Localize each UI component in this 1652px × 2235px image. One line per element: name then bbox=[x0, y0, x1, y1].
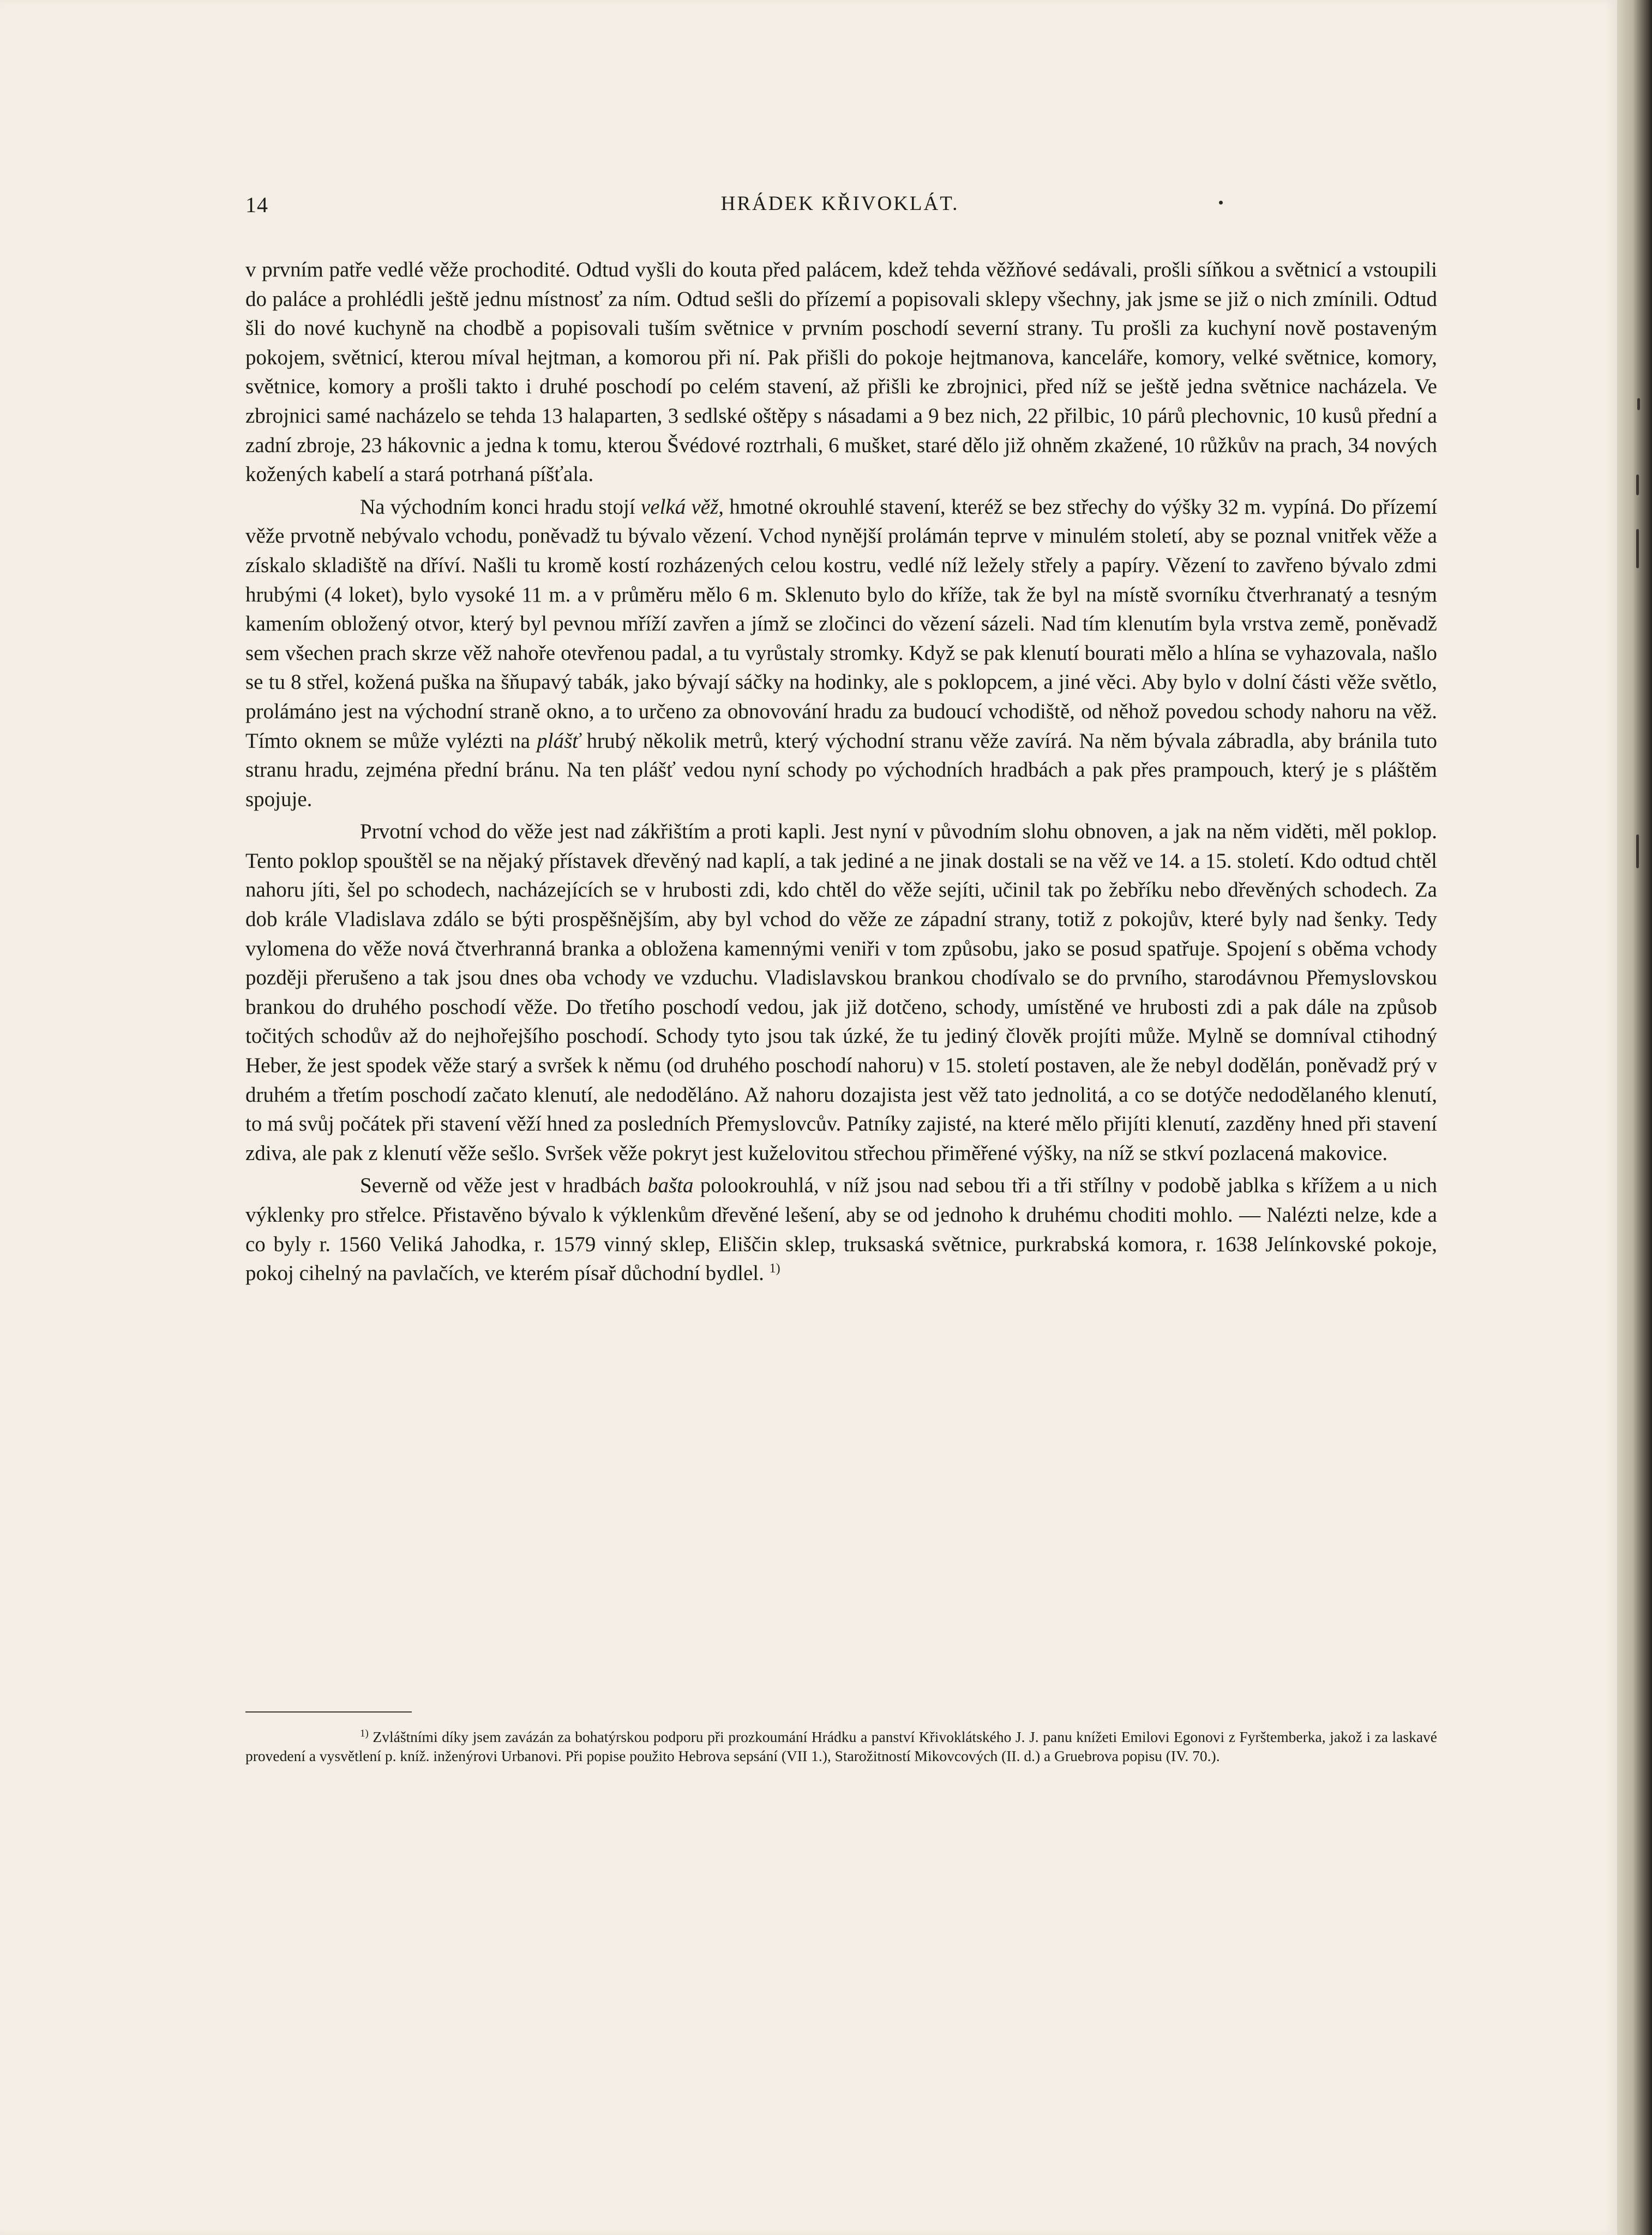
footnote-reference[interactable]: 1) bbox=[769, 1261, 780, 1276]
ink-dot bbox=[1219, 201, 1223, 205]
paragraph-4 bbox=[245, 1171, 1437, 1288]
term-plast: plášť bbox=[537, 729, 580, 753]
edge-mark bbox=[1636, 474, 1639, 495]
page-number: 14 bbox=[245, 193, 268, 217]
edge-mark bbox=[1637, 398, 1640, 410]
footnote-marker: 1) bbox=[360, 1727, 369, 1739]
footnote-divider bbox=[245, 1711, 412, 1713]
paragraph-2 bbox=[245, 492, 1437, 814]
running-head: HRÁDEK KŘIVOKLÁT. bbox=[720, 193, 959, 215]
edge-marks bbox=[1636, 398, 1642, 889]
paragraph-2-part-1: Na východním konci hradu stojí bbox=[360, 495, 635, 519]
paragraph-4-part-1: Severně od věže jest v hradbách bbox=[360, 1174, 641, 1198]
footnote bbox=[245, 1728, 1437, 1765]
footnote-paragraph bbox=[245, 1728, 1437, 1765]
book-edge-shadow bbox=[1617, 0, 1652, 2235]
paragraph-3: Prvotní vchod do věže jest nad zákřištím a proti kapli. Jest nyní v původním slohu obnoven, a jak na něm viděti, měl poklop. Tento poklop spouštěl se na nějaký přístavek dřevěný nad kaplí, a tak jediné a ne jinak dostali se na věž ve 14. a 15. století. Kdo odtud chtěl nahoru jíti, šel po schodech, nacházejících se v hrubosti zdi, kdo chtěl do věže sejíti, učinil tak po žebříku nebo dřevěných schodech. Za dob krále Vladislava zdálo se býti prospěšnějším, aby byl vchod do věže ze západní strany, totiž z pokojův, které byly nad šenky. Tedy vylomena do věže nová čtverhranná branka a obložena kamennými veniři v tom způsobu, jako se posud spatřuje. Spojení s oběma vchody později přerušeno a tak jsou dnes oba vchody ve vzduchu. Vladislavskou brankou chodívalo se do prvního, starodávnou Přemyslovskou brankou do druhého poschodí věže. Do třetího poschodí vedou, jak již dotčeno, schody, umístěné ve hrubosti zdi a pak dále na způsob točitých schodův až do nejhořejšího poschodí. Schody tyto jsou tak úzké, že tu jediný člověk projíti může. Mylně se domníval ctihodný Heber, že jest spodek věže starý a svršek k němu (od druhého poschodí nahoru) v 15. století postaven, ale že nebyl dodělán, poněvadž prý v druhém a třetím poschodí začato klenutí, ale nedoděláno. Až nahoru dozajista jest věž tato jednolitá, a co se dotýče nedodělaného klenutí, to má svůj počátek při stavení věží hned za posledních Přemyslovcův. Patníky zajisté, na které mělo přijíti klenutí, zazděny hned při stavení zdiva, ale pak z klenutí věže sešlo. Svršek věže pokryt jest kuželovitou střechou přiměřené výšky, na níž se stkví pozlacená makovice. bbox=[245, 820, 1437, 1165]
paragraph-4-part-2: polookrouhlá, v níž jsou nad sebou tři a tři střílny v podobě jablka s křížem a u nich výklenky pro střelce. Přistavěno bývalo k výklenkům dřevěné lešení, aby se od jednoho k druhému choditi mohlo. — Nalézti nelze, kde a co byly r. 1560 Veliká Jahodka, r. 1579 vinný sklep, Eliščin sklep, truksaská světnice, purkrabská komora, r. 1638 Jelínkovské pokoje, pokoj cihelný na pavlačích, ve kterém písař důchodní bydlel. bbox=[245, 1174, 1437, 1285]
edge-mark bbox=[1636, 529, 1639, 568]
term-basta: bašta bbox=[647, 1174, 694, 1198]
edge-mark bbox=[1636, 834, 1639, 868]
paragraph-2-part-2: hmotné okrouhlé stavení, kteréž se bez střechy do výšky 32 m. vypíná. Do přízemí věže prvotně nebývalo vchodu, poněvadž tu bývalo vězení. Vchod nynější prolámán teprve v minulém století, aby se poznal vnitřek věže a získalo skladiště na dříví. Našli tu kromě kostí rozházených celou kostru, vedlé níž ležely střely a papíry. Vězení to zavřeno bývalo zdmi hrubými (4 loket), bylo vysoké 11 m. a v průměru mělo 6 m. Sklenuto bylo do kříže, tak že byl na místě svorníku čtverhranatý a tesným kamením obložený otvor, který byl pevnou mříží zavřen a jímž se zločinci do vězení sázeli. Nad tím klenutím byla vrstva země, poněvadž sem všechen prach skrze věž nahoře otevřenou padal, a tu vyrůstaly stromky. Když se pak klenutí bourati mělo a hlína se vyhazovala, našlo se tu 8 střel, kožená puška na šňupavý tabák, jako bývají sáčky na hodinky, ale s poklopcem, a jiné věci. Aby bylo v dolní části věže světlo, prolámáno jest na východní straně okno, a to určeno za obnovování hradu za budoucí vchodiště, od něhož povedou schody nahoru na věž. Tímto oknem se může vylézti na bbox=[245, 495, 1438, 753]
body-text bbox=[245, 255, 1437, 1288]
page-header bbox=[245, 192, 1434, 225]
paragraph-1: v prvním patře vedlé věže prochodité. Odtud vyšli do kouta před palácem, kdež tehda věžňové sedávali, prošli síňkou a světnicí a vstoupili do paláce a prohlédli ještě jednu místnosť za ním. Odtud sešli do přízemí a popisovali sklepy všechny, jak jsme se již o nich zmínili. Odtud šli do nové kuchyně na chodbě a popisovali tuším světnice v prvním poschodí severní strany. Tu prošli za kuchyní nově postaveným pokojem, světnicí, kterou míval hejtman, a komorou při ní. Pak přišli do pokoje hejtmanova, kanceláře, komory, velké světnice, komory, světnice, komory a prošli takto i druhé poschodí po celém stavení, až přišli ke zbrojnici, před níž se ještě jedna světnice nacházela. Ve zbrojnici samé nacházelo se tehda 13 halaparten, 3 sedlské oštěpy s násadami a 9 bez nich, 22 přilbic, 10 párů plechovnic, 10 kusů přední a zadní zbroje, 23 hákovnic a jedna k tomu, kterou Švédové roztrhali, 6 mušket, staré dělo již ohněm zkažené, 10 růžkův na prach, 34 nových kožených kabelí a stará potrhaná píšťala. bbox=[245, 258, 1437, 486]
footnote-text: Zvláštními díky jsem zavázán za bohatýrskou podporu při prozkoumání Hrádku a panství Křivoklátského J. J. panu knížeti Emilovi Egonovi z Fyrštemberka, jakož i za laskavé provedení a vysvětlení p. kníž. inženýrovi Urbanovi. Při popise použito Hebrova sepsání (VII 1.), Starožitností Mikovcových (II. d.) a Gruebrova popisu (IV. 70.). bbox=[245, 1728, 1438, 1764]
paragraph-2-part-3: hrubý několik metrů, který východní stranu věže zavírá. Na něm bývala zábradla, aby bránila tuto stranu hradu, zejména přední bránu. Na ten plášť vedou nyní schody po východních hradbách a pak přes prampouch, který je s pláštěm spojuje. bbox=[245, 729, 1438, 811]
term-velka-vez: velká věž, bbox=[640, 495, 724, 519]
